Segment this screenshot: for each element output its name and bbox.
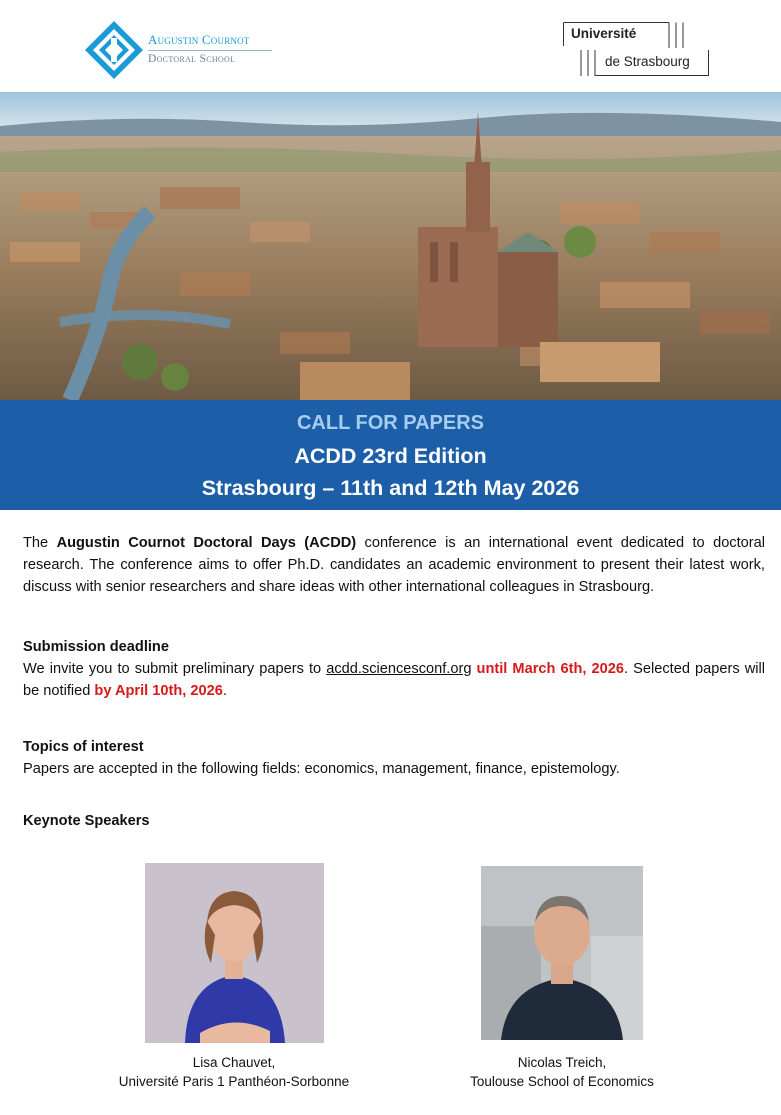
school-subtitle: Doctoral School (148, 53, 236, 65)
topics-paragraph: Papers are accepted in the following fields: economics, management, finance, epistemology. (23, 761, 620, 777)
augustin-cournot-logo (84, 20, 284, 80)
topics-heading: Topics of interest (23, 739, 144, 755)
intro-paragraph (23, 532, 765, 598)
speaker-caption-2 (412, 1053, 712, 1091)
call-for-papers-title: CALL FOR PAPERS (296, 412, 485, 434)
logo-divider (148, 50, 272, 51)
speaker-caption-1 (84, 1053, 384, 1091)
submission-text-3: . (222, 683, 227, 699)
submission-deadline-date: until March 6th, 2026 (476, 661, 624, 677)
speaker-affiliation-1: Université Paris 1 Panthéon-Sorbonne (118, 1074, 350, 1089)
main-content (23, 532, 765, 832)
submission-text-2: . Selected papers will be notified (23, 661, 765, 699)
submission-heading: Submission deadline (23, 639, 169, 655)
keynote-heading: Keynote Speakers (23, 813, 150, 829)
speaker-affiliation-2: Toulouse School of Economics (470, 1074, 654, 1089)
location-date-title: Strasbourg – 11th and 12th May 2026 (201, 476, 580, 500)
speaker-photo-nicolas-treich (481, 866, 643, 1040)
university-name-line1: Université (571, 26, 637, 41)
diamond-logo-icon (84, 20, 144, 80)
submission-link[interactable]: acdd.sciencesconf.org (326, 661, 472, 677)
submission-text-1: We invite you to submit preliminary papers to (23, 661, 327, 677)
intro-text-after: conference is an international event dedicated to doctoral research. The conference aims to offer Ph.D. candidates an academic environment to present their latest work, discuss with senior researchers and share ideas with other international colleagues in Strasbourg. (23, 535, 765, 595)
intro-conference-name: Augustin Cournot Doctoral Days (ACDD) (56, 535, 357, 551)
speaker-photo-lisa-chauvet (145, 863, 324, 1043)
intro-text-before: The (23, 535, 57, 551)
speaker-name-1: Lisa Chauvet, (192, 1055, 276, 1070)
title-banner (0, 400, 781, 510)
edition-title: ACDD 23rd Edition (294, 444, 487, 468)
speaker-name-2: Nicolas Treich, (517, 1055, 607, 1070)
strasbourg-aerial-photo (0, 92, 781, 400)
submission-paragraph (23, 658, 765, 702)
school-name: Augustin Cournot (148, 32, 250, 47)
notification-date: by April 10th, 2026 (94, 683, 223, 699)
university-name-line2: de Strasbourg (605, 54, 690, 69)
universite-strasbourg-logo (563, 22, 711, 78)
